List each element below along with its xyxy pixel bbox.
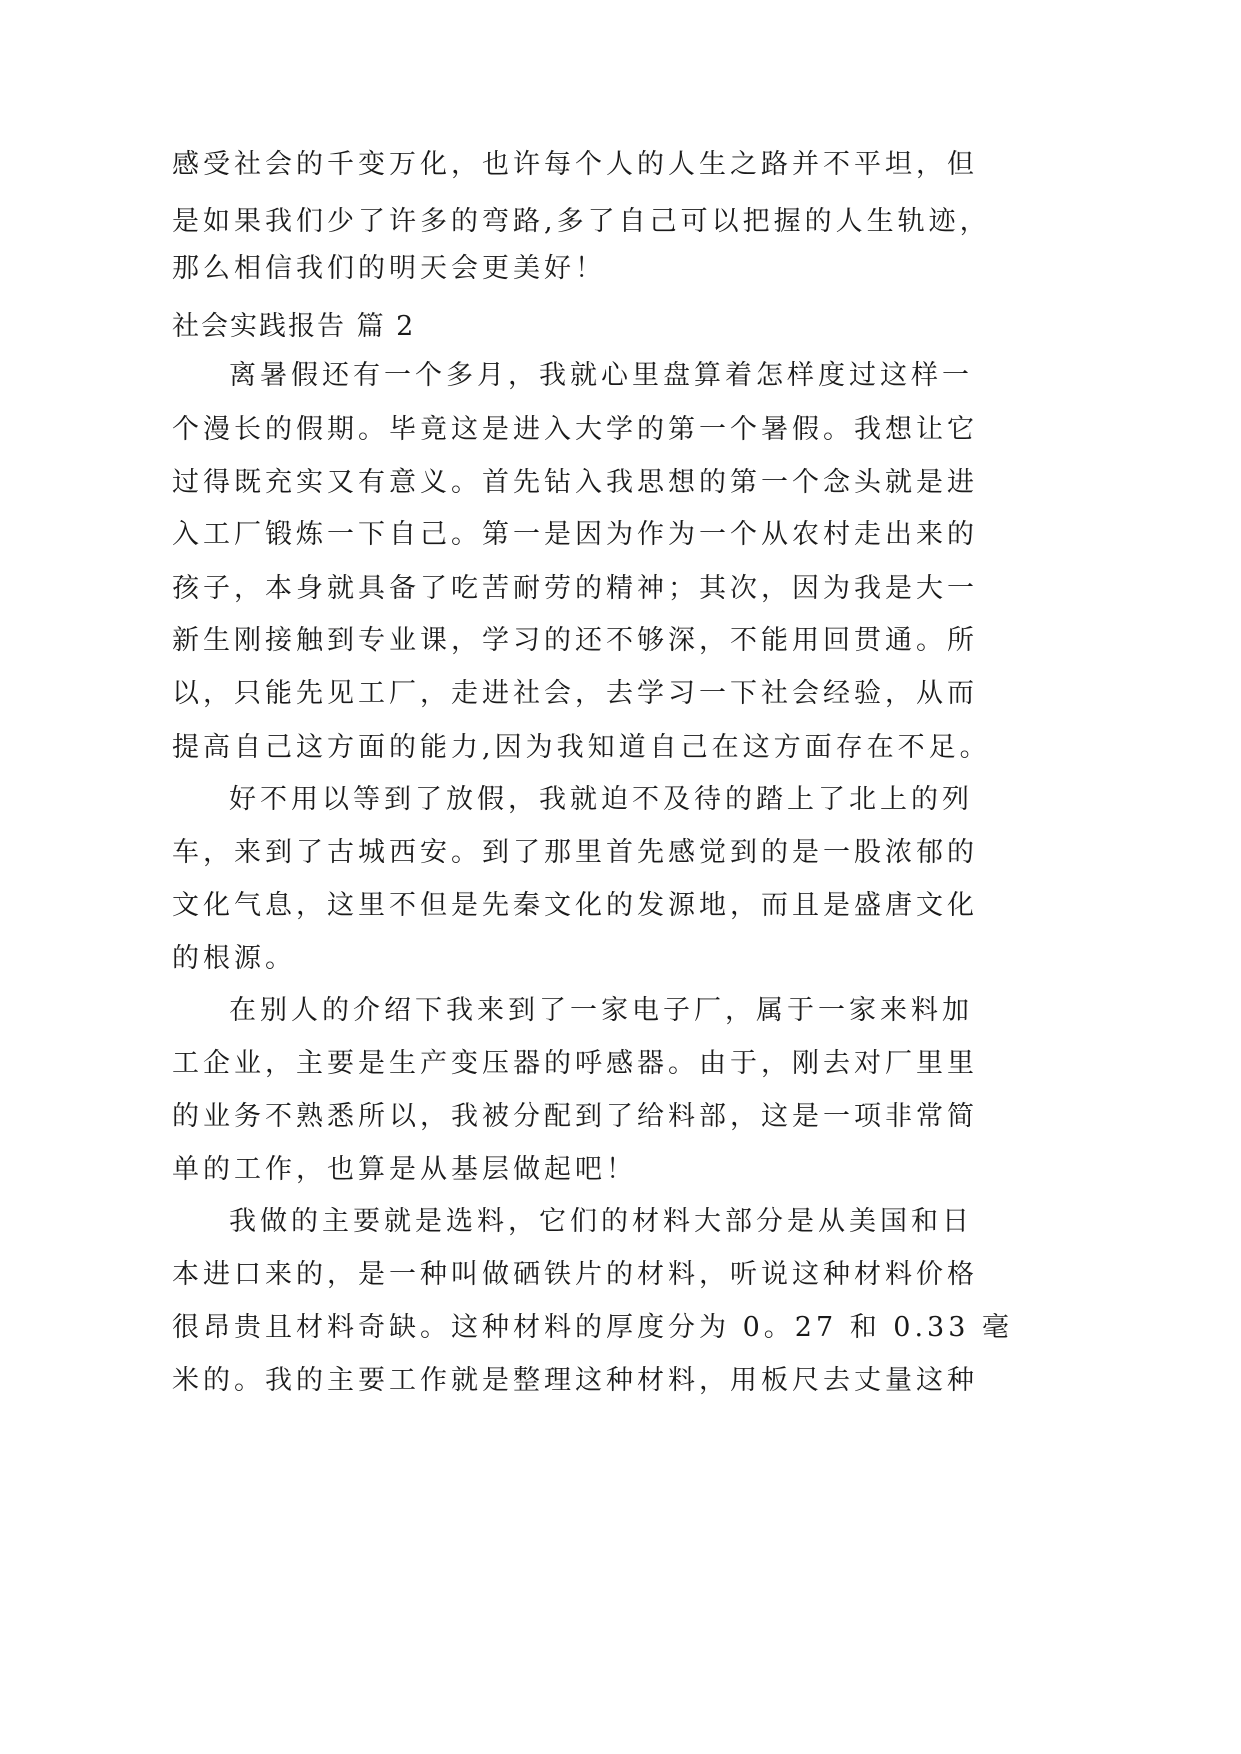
paragraph-4-line: 我做的主要就是选料，它们的材料大部分是从美国和日	[229, 1206, 973, 1237]
paragraph-1-line: 离暑假还有一个多月，我就心里盘算着怎样度过这样一	[229, 360, 973, 391]
paragraph-4-line: 本进口来的，是一种叫做硒铁片的材料，听说这种材料价格	[172, 1259, 978, 1290]
paragraph-2-line: 车，来到了古城西安。到了那里首先感觉到的是一股浓郁的	[172, 837, 978, 868]
paragraph-3-line: 的业务不熟悉所以，我被分配到了给料部，这是一项非常简	[172, 1101, 978, 1132]
paragraph-1-line: 入工厂锻炼一下自己。第一是因为作为一个从农村走出来的	[172, 519, 978, 550]
section-heading: 社会实践报告 篇 2	[172, 311, 416, 342]
paragraph-2-line: 的根源。	[172, 943, 296, 974]
paragraph-4-line: 很昂贵且材料奇缺。这种材料的厚度分为 0。27 和 0.33 毫	[172, 1312, 1013, 1343]
body-text-line: 感受社会的千变万化，也许每个人的人生之路并不平坦，但	[172, 149, 978, 180]
paragraph-1-line: 新生刚接触到专业课，学习的还不够深，不能用回贯通。所	[172, 625, 978, 656]
paragraph-3-line: 工企业，主要是生产变压器的呼感器。由于，刚去对厂里里	[172, 1048, 978, 1079]
paragraph-1-line: 个漫长的假期。毕竟这是进入大学的第一个暑假。我想让它	[172, 414, 978, 445]
paragraph-4-line: 米的。我的主要工作就是整理这种材料，用板尺去丈量这种	[172, 1365, 978, 1396]
paragraph-3-line: 单的工作，也算是从基层做起吧！	[172, 1154, 637, 1185]
paragraph-1-line: 孩子，本身就具备了吃苦耐劳的精神；其次，因为我是大一	[172, 573, 978, 604]
paragraph-3-line: 在别人的介绍下我来到了一家电子厂，属于一家来料加	[229, 995, 973, 1026]
paragraph-1-line: 过得既充实又有意义。首先钻入我思想的第一个念头就是进	[172, 467, 978, 498]
body-text-line: 是如果我们少了许多的弯路,多了自己可以把握的人生轨迹，	[172, 206, 991, 237]
paragraph-2-line: 文化气息，这里不但是先秦文化的发源地，而且是盛唐文化	[172, 890, 978, 921]
paragraph-1-line: 提高自己这方面的能力,因为我知道自己在这方面存在不足。	[172, 732, 991, 763]
paragraph-2-line: 好不用以等到了放假，我就迫不及待的踏上了北上的列	[229, 784, 973, 815]
paragraph-1-line: 以，只能先见工厂，走进社会，去学习一下社会经验，从而	[172, 678, 978, 709]
body-text-line: 那么相信我们的明天会更美好！	[172, 253, 606, 284]
